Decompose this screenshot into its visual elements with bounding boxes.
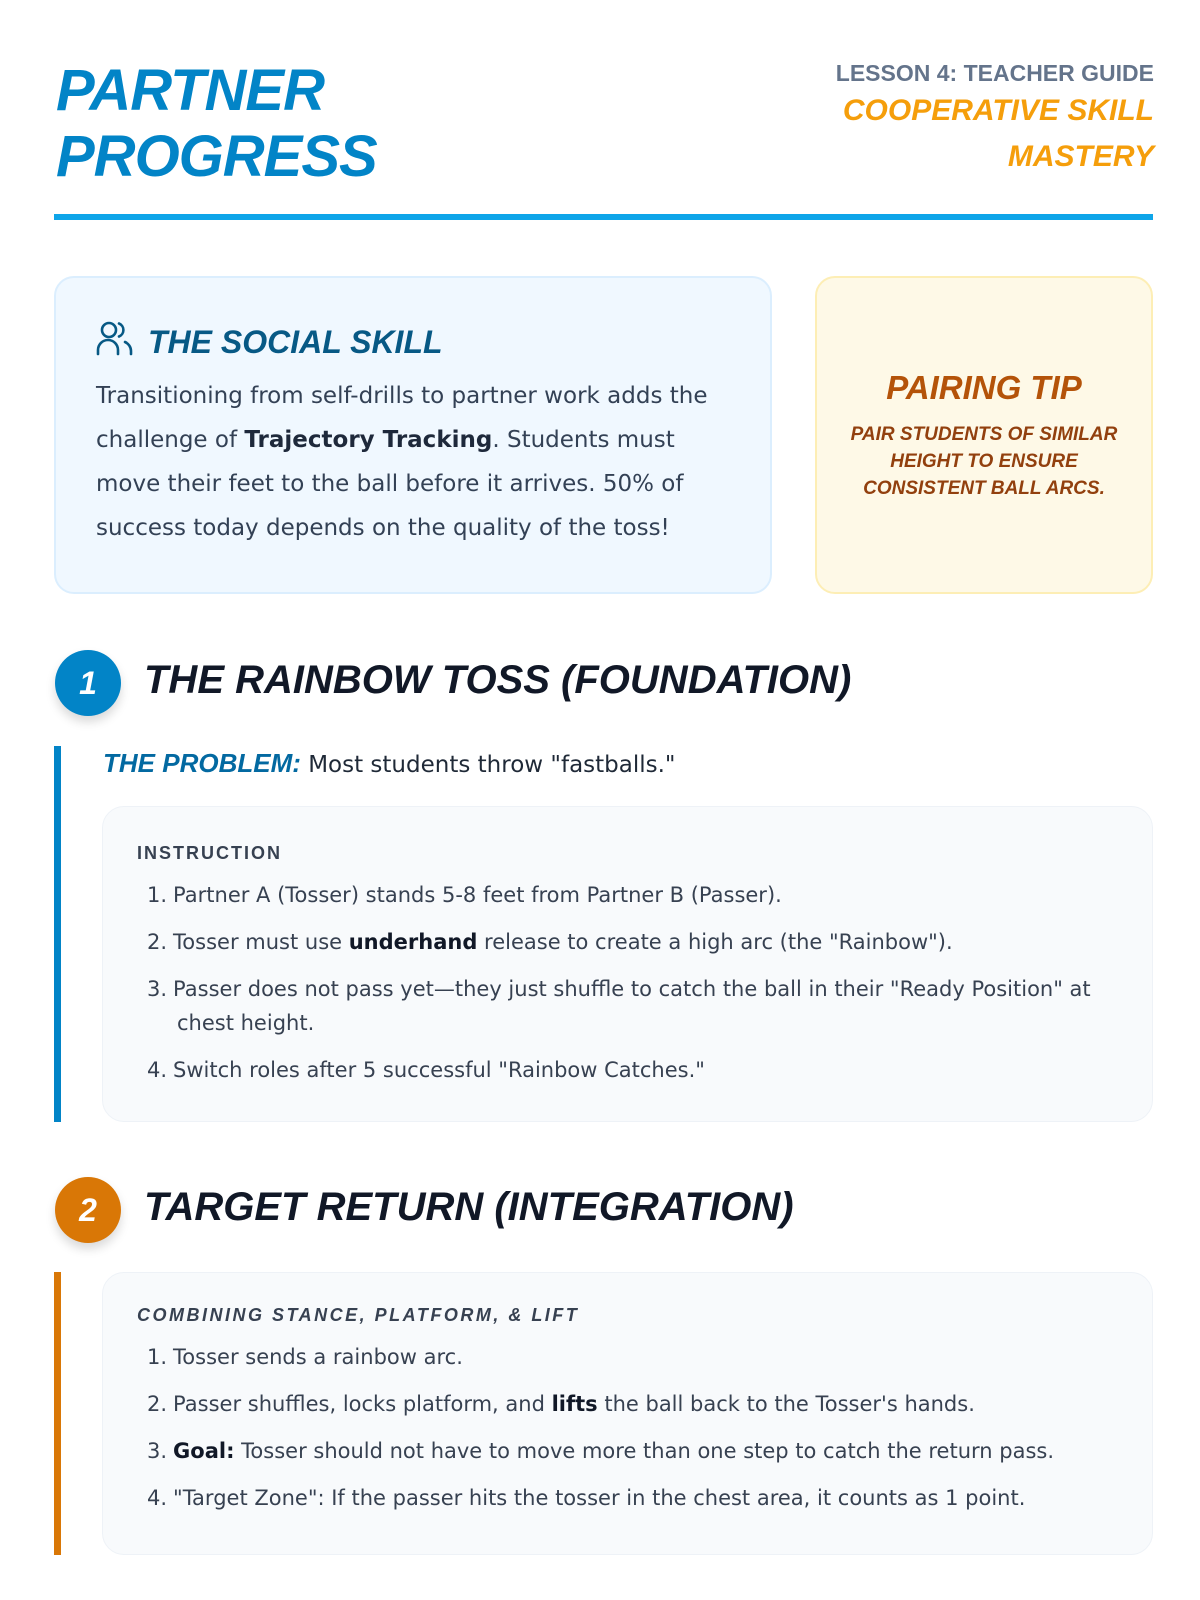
step-bold: Goal: — [173, 1439, 235, 1463]
pairing-tip-title: PAIRING TIP — [886, 368, 1082, 406]
section-number-badge: 2 — [55, 1177, 121, 1243]
social-skill-text — [96, 374, 730, 550]
page-title — [56, 58, 377, 190]
step-n: 1. — [147, 883, 168, 907]
step-n: 3. — [147, 977, 168, 1001]
card-title: INSTRUCTION — [137, 843, 282, 863]
step-post: release to create a high arc (the "Rainbow"). — [477, 930, 953, 954]
step-pre: Tosser must use — [173, 930, 349, 954]
steps-list — [137, 1340, 1118, 1515]
subtitle: COOPERATIVE SKILL MASTERY — [842, 94, 1154, 173]
step-n: 4. — [147, 1058, 168, 1082]
header-divider — [54, 214, 1153, 220]
pairing-tip-card — [815, 276, 1153, 594]
text: Transitioning from self-drills to partner work adds the challenge of — [96, 383, 708, 453]
step-n: 3. — [147, 1439, 168, 1463]
social-skill-title: THE SOCIAL SKILL — [148, 323, 443, 360]
step-pre: Passer shuffles, locks platform, and — [173, 1392, 552, 1416]
step-pre: "Target Zone": If the passer hits the tosser in the chest area, it counts as 1 point. — [173, 1486, 1026, 1510]
step-pre: Switch roles after 5 successful "Rainbow Catches." — [173, 1058, 705, 1082]
step-item — [137, 878, 1118, 912]
title-line-1: PARTNER — [56, 58, 324, 123]
card-title: COMBINING STANCE, PLATFORM, & LIFT — [137, 1305, 580, 1325]
step-bold: lifts — [551, 1392, 598, 1416]
section-title: TARGET RETURN (INTEGRATION) — [144, 1185, 794, 1229]
step-item — [137, 972, 1118, 1040]
step-n: 4. — [147, 1486, 168, 1510]
header-meta — [824, 58, 1154, 180]
title-line-2: PROGRESS — [56, 124, 377, 189]
problem-label: THE PROBLEM: — [103, 748, 301, 778]
section-accent-bar — [54, 746, 61, 1122]
section-title: THE RAINBOW TOSS (FOUNDATION) — [144, 658, 852, 702]
step-item — [137, 1481, 1118, 1515]
problem-text: Most students throw "fastballs." — [300, 752, 676, 778]
step-item — [137, 1434, 1118, 1468]
steps-list — [137, 878, 1118, 1087]
problem-statement — [103, 748, 676, 779]
step-post: Tosser should not have to move more than one step to catch the return pass. — [234, 1439, 1055, 1463]
section-accent-bar — [54, 1272, 61, 1555]
users-icon — [96, 320, 134, 364]
step-post: the ball back to the Tosser's hands. — [597, 1392, 975, 1416]
instruction-card — [102, 1272, 1153, 1555]
instruction-card — [102, 806, 1153, 1122]
social-skill-card — [54, 276, 772, 594]
step-item — [137, 1053, 1118, 1087]
step-pre: Tosser sends a rainbow arc. — [173, 1345, 463, 1369]
section-number-badge: 1 — [55, 650, 121, 716]
step-n: 1. — [147, 1345, 168, 1369]
step-item — [137, 1340, 1118, 1374]
step-n: 2. — [147, 1392, 168, 1416]
lesson-label: LESSON 4: TEACHER GUIDE — [835, 60, 1154, 86]
step-n: 2. — [147, 930, 168, 954]
text: . Students must move their feet to the ball before it arrives. 50% of success today depends on the quality of the toss! — [96, 427, 684, 541]
pairing-tip-text: PAIR STUDENTS OF SIMILAR HEIGHT TO ENSURE CONSISTENT BALL ARCS. — [850, 423, 1118, 499]
step-item — [137, 925, 1118, 959]
step-item — [137, 1387, 1118, 1421]
step-bold: underhand — [348, 930, 478, 954]
step-pre: Passer does not pass yet—they just shuffle to catch the ball in their "Ready Position" at chest height. — [173, 977, 1091, 1035]
bold-term: Trajectory Tracking — [244, 427, 493, 453]
step-pre: Partner A (Tosser) stands 5-8 feet from Partner B (Passer). — [173, 883, 782, 907]
